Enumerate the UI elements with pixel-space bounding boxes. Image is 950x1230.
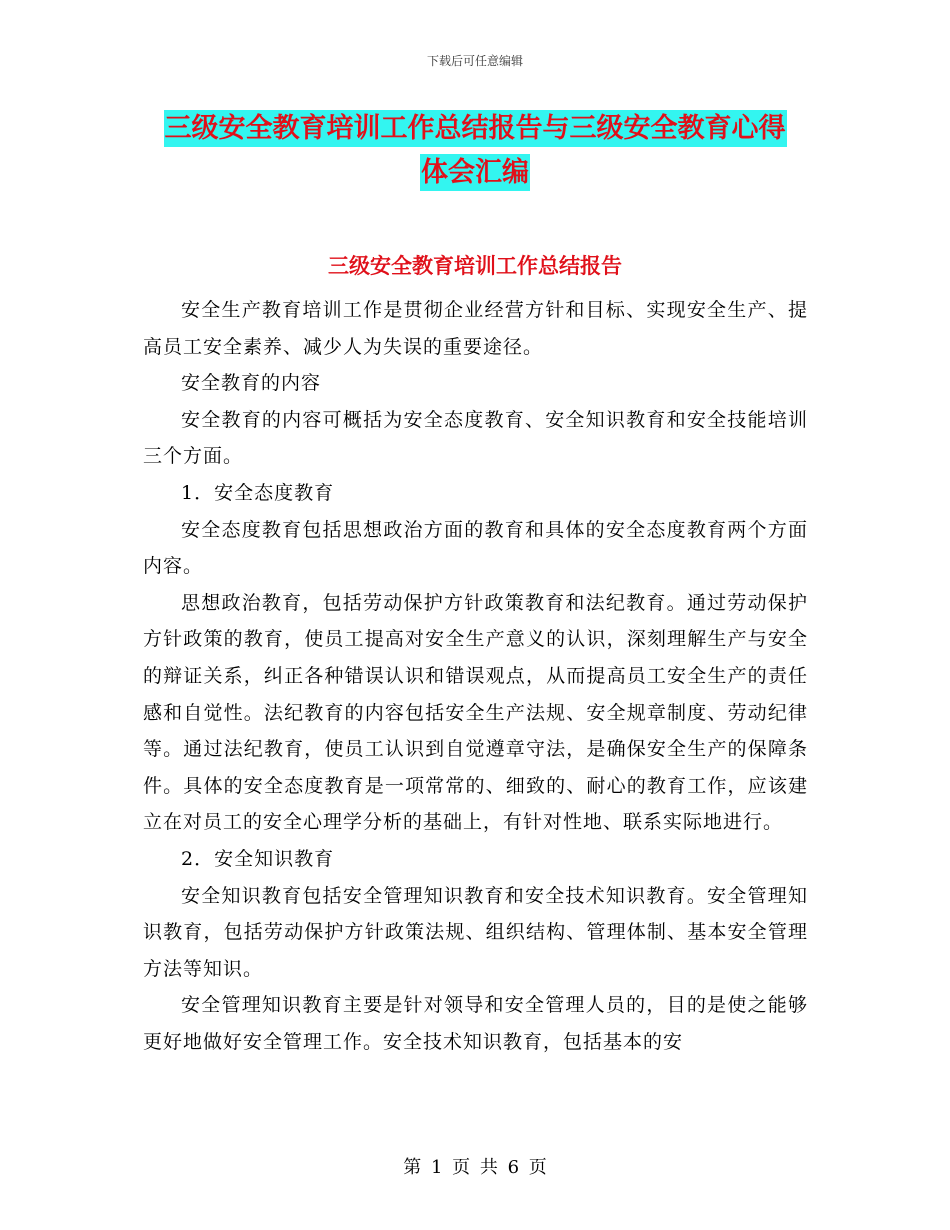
paragraph: 2．安全知识教育 [181, 847, 335, 870]
paragraph: 安全教育的内容可概括为安全态度教育、安全知识教育和安全技能培训三个方面。 [143, 408, 808, 468]
paragraph: 安全教育的内容 [181, 372, 322, 395]
paragraph: 1．安全态度教育 [181, 481, 335, 504]
document-title-text-2: 体会汇编 [420, 154, 530, 191]
body-text [143, 292, 808, 1060]
document-title-line-2 [0, 159, 950, 186]
paragraph: 思想政治教育，包括劳动保护方针政策教育和法纪教育。通过劳动保护方针政策的教育，使员工提高对安全生产意义的认识，深刻理解生产与安全的辩证关系，纠正各种错误认识和错误观点，从而提高员工安全生产的责任感和自觉性。法纪教育的内容包括安全生产法规、安全规章制度、劳动纪律等。通过法纪教育，使员工认识到自觉遵章守法，是确保安全生产的保障条件。具体的安全态度教育是一项常常的、细致的、耐心的教育工作，应该建立在对员工的安全心理学分析的基础上，有针对性地、联系实际地进行。 [143, 591, 808, 834]
page-footer: 第 1 页 共 6 页 [403, 1157, 547, 1178]
paragraph: 安全知识教育包括安全管理知识教育和安全技术知识教育。安全管理知识教育，包括劳动保护方针政策法规、组织结构、管理体制、基本安全管理方法等知识。 [143, 884, 808, 980]
document-title-text-1: 三级安全教育培训工作总结报告与三级安全教育心得 [164, 110, 787, 147]
header-note: 下载后可任意编辑 [426, 54, 523, 68]
paragraph: 安全态度教育包括思想政治方面的教育和具体的安全态度教育两个方面内容。 [143, 518, 808, 578]
document-title-line-1 [0, 115, 950, 142]
section-title: 三级安全教育培训工作总结报告 [328, 254, 622, 278]
paragraph: 安全生产教育培训工作是贯彻企业经营方针和目标、实现安全生产、提高员工安全素养、减少人为失误的重要途径。 [143, 299, 808, 358]
paragraph: 安全管理知识教育主要是针对领导和安全管理人员的，目的是使之能够更好地做好安全管理工作。安全技术知识教育，包括基本的安 [143, 994, 808, 1053]
